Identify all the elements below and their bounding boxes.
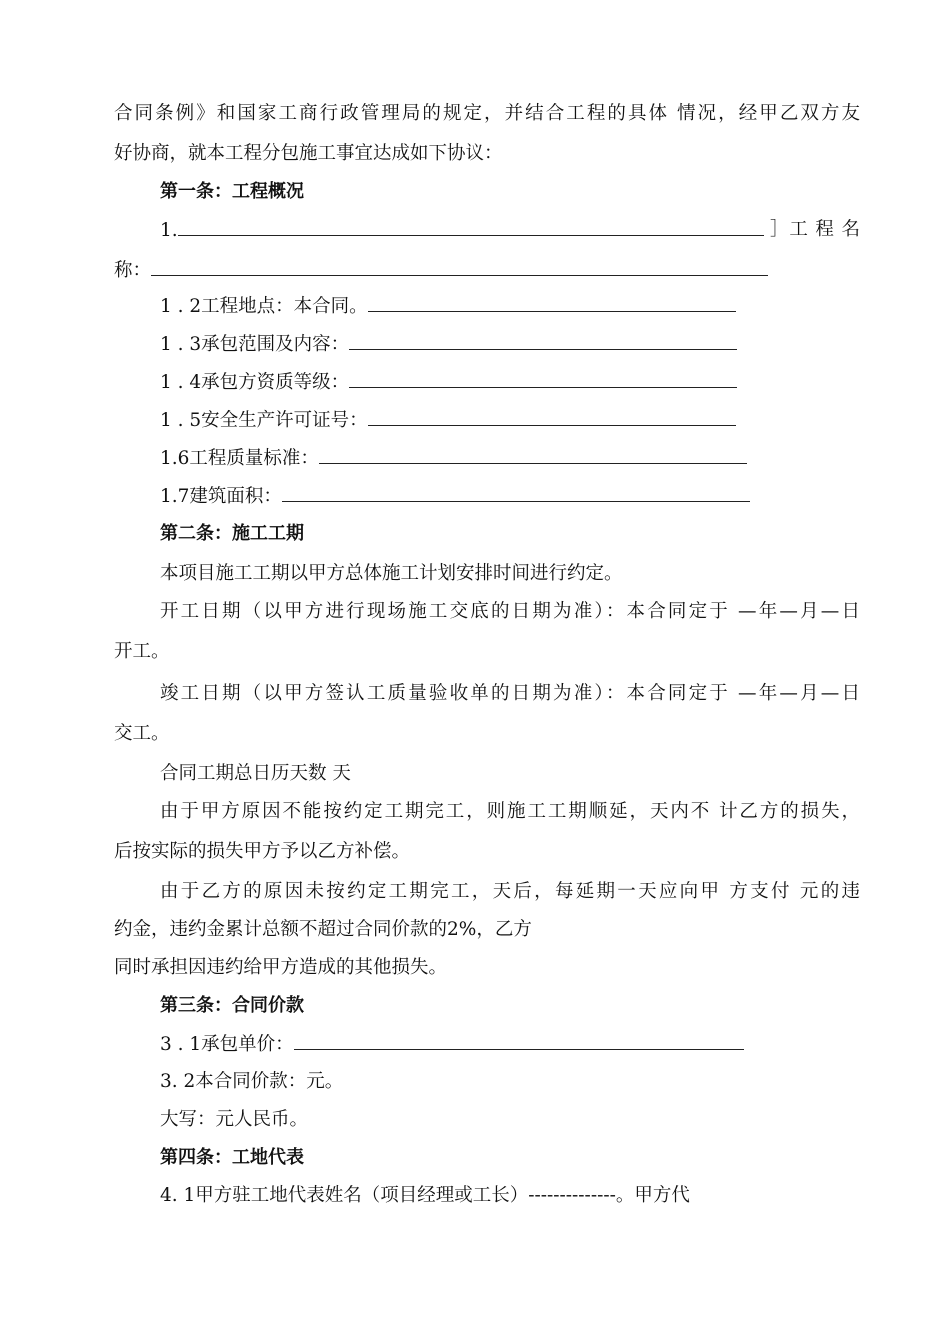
blank-line — [294, 1032, 744, 1050]
blank-line — [349, 332, 737, 350]
intro-line-1: 合同条例》和国家工商行政管理局的规定，并结合工程的具体 情况，经甲乙双方友 — [114, 103, 860, 124]
intro-line-2: 好协商，就本工程分包施工事宜达成如下协议： — [114, 143, 503, 164]
item-1-2 — [160, 294, 736, 319]
article-2-para-1: 本项目施工工期以甲方总体施工计划安排时间进行约定。 — [160, 563, 623, 584]
item-1-7-label: 1.7建筑面积： — [160, 486, 282, 507]
item-4-1: 4. 1甲方驻工地代表姓名（项目经理或工长）--------------。甲方代 — [160, 1185, 690, 1206]
item-1-4-label: 1 . 4承包方资质等级： — [160, 372, 350, 393]
article-2-para-5: 由于甲方原因不能按约定工期完工，则施工工期顺延，天内不 计乙方的损失， — [160, 801, 860, 822]
item-3-3: 大写：元人民币。 — [160, 1109, 309, 1130]
blank-line — [151, 258, 768, 276]
item-1-4 — [160, 370, 737, 395]
article-2-para-6-end: 同时承担因违约给甲方造成的其他损失。 — [114, 957, 448, 978]
blank-line — [178, 218, 764, 236]
item-1-5 — [160, 408, 736, 433]
article-2-para-4: 合同工期总日历天数 天 — [160, 763, 351, 784]
blank-line — [319, 446, 747, 464]
article-1-title: 第一条：工程概况 — [160, 181, 304, 202]
article-2-para-6: 由于乙方的原因未按约定工期完工，天后，每延期一天应向甲 方支付 元的违 — [160, 881, 860, 902]
article-2-title: 第二条：施工工期 — [160, 523, 304, 544]
article-2-para-2: 开工日期（以甲方进行现场施工交底的日期为准）：本合同定于 —年—月—日 — [160, 601, 860, 622]
article-2-para-3-cont: 交工。 — [114, 723, 170, 744]
item-3-1 — [160, 1032, 744, 1057]
item-1-1-continued — [114, 258, 768, 283]
item-1-1-label: 称： — [114, 260, 152, 281]
item-1-6-label: 1.6工程质量标准： — [160, 448, 319, 469]
article-2-para-5-cont: 后按实际的损失甲方予以乙方补偿。 — [114, 841, 411, 862]
article-4-title: 第四条：工地代表 — [160, 1147, 304, 1168]
item-1-6 — [160, 446, 747, 471]
article-2-para-2-cont: 开工。 — [114, 641, 170, 662]
item-3-2: 3. 2本合同价款：元。 — [160, 1071, 344, 1092]
blank-line — [282, 484, 750, 502]
item-1-3 — [160, 332, 737, 357]
article-2-para-6-cont: 约金，违约金累计总额不超过合同价款的2%，乙方 — [114, 919, 532, 940]
blank-line — [368, 408, 736, 426]
article-2-para-3: 竣工日期（以甲方签认工质量验收单的日期为准）：本合同定于 —年—月—日 — [160, 683, 860, 704]
article-3-title: 第三条：合同价款 — [160, 995, 304, 1016]
item-1-2-label: 1 . 2工程地点：本合同。 — [160, 296, 368, 317]
item-1-7 — [160, 484, 750, 509]
blank-line — [349, 370, 737, 388]
item-1-1 — [160, 218, 764, 243]
item-1-1-number: 1. — [160, 220, 178, 241]
item-1-1-tail: ］工 程 名 — [770, 219, 860, 240]
blank-line — [368, 294, 736, 312]
item-1-3-label: 1 . 3承包范围及内容： — [160, 334, 350, 355]
item-1-5-label: 1 . 5安全生产许可证号： — [160, 410, 368, 431]
item-3-1-label: 3 . 1承包单价： — [160, 1034, 294, 1055]
